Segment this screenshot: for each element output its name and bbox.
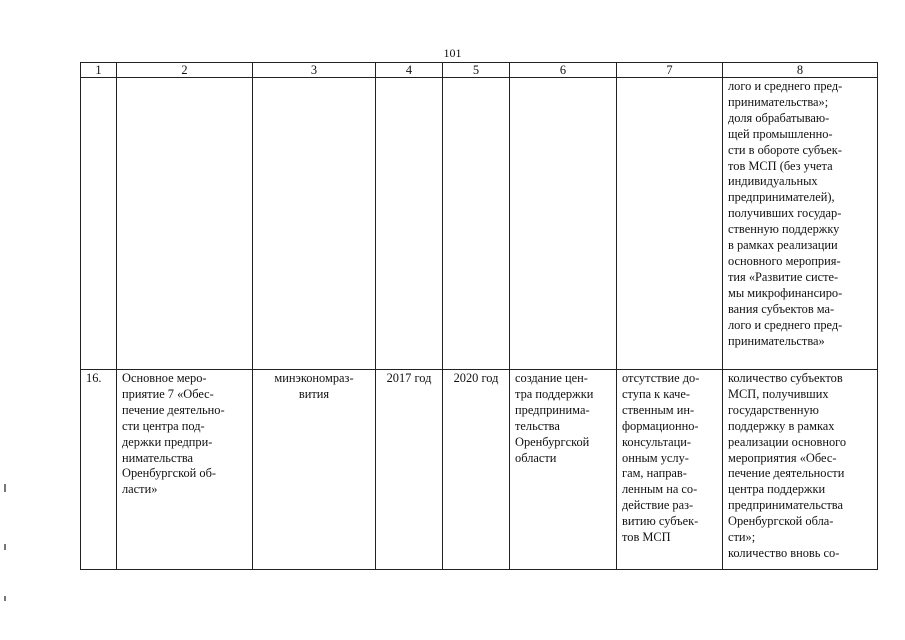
column-number-4: 4 [376,63,443,78]
cell-start-year [376,370,443,570]
consequences-text: отсутствие до- ступа к каче- ственным ин- формационно- консультаци- онным услу- гам, направ- ленным на со- действие раз- витию субъек- тов МСП [622,371,700,545]
expected-result-text: создание цен- тра поддержки предпринима- тельства Оренбургской области [515,371,594,465]
indicators-text: количество субъектов МСП, получивших государственную поддержку в рамках реализации основного мероприятия «Обес- печение деятельности центра поддержки предпринимательства Оренбургской обла- сти»; количество вновь со- [728,371,847,560]
row-number: 16. [86,371,102,385]
column-number-1: 1 [81,63,117,78]
column-number-7: 7 [617,63,723,78]
cell-empty [81,78,117,370]
measure-name-text: Основное меро- приятие 7 «Обес- печение деятельно- сти центра под- держки предпри- нимательства Оренбургской об- ласти» [122,371,225,497]
cell-empty [443,78,510,370]
page-number: 101 [443,46,462,60]
scan-artifact-mark [4,484,6,492]
scan-artifact-mark [4,544,6,550]
cell-empty [117,78,253,370]
cell-end-year [443,370,510,570]
cell-row-number [81,370,117,570]
scan-artifact-mark [4,596,6,601]
cell-expected-result [510,370,617,570]
cell-indicators-continued [723,78,878,370]
cell-measure-name [117,370,253,570]
indicators-continued-text: лого и среднего пред- принимательства»; доля обрабатываю- щей промышленно- сти в обороте субъек- тов МСП (без учета индивидуальных предпринимателей), получивших государ- ственную поддержку в рамках реализации основного мероприя- тия «Развитие систе- мы микрофинансиро- вания субъектов ма- лого и среднего пред- принимательства» [728,79,843,348]
end-year-text: 2020 год [453,371,499,385]
cell-empty [253,78,376,370]
table-row-16 [81,370,878,570]
column-number-row [81,63,878,78]
cell-empty [617,78,723,370]
cell-executor [253,370,376,570]
program-measures-table [80,62,878,570]
cell-empty [510,78,617,370]
cell-empty [376,78,443,370]
column-number-2: 2 [117,63,253,78]
column-number-6: 6 [510,63,617,78]
column-number-8: 8 [723,63,878,78]
cell-indicators [723,370,878,570]
cell-consequences [617,370,723,570]
table-row-continuation [81,78,878,370]
column-number-5: 5 [443,63,510,78]
column-number-3: 3 [253,63,376,78]
start-year-text: 2017 год [386,371,432,385]
executor-text: минэкономраз- вития [274,371,354,401]
